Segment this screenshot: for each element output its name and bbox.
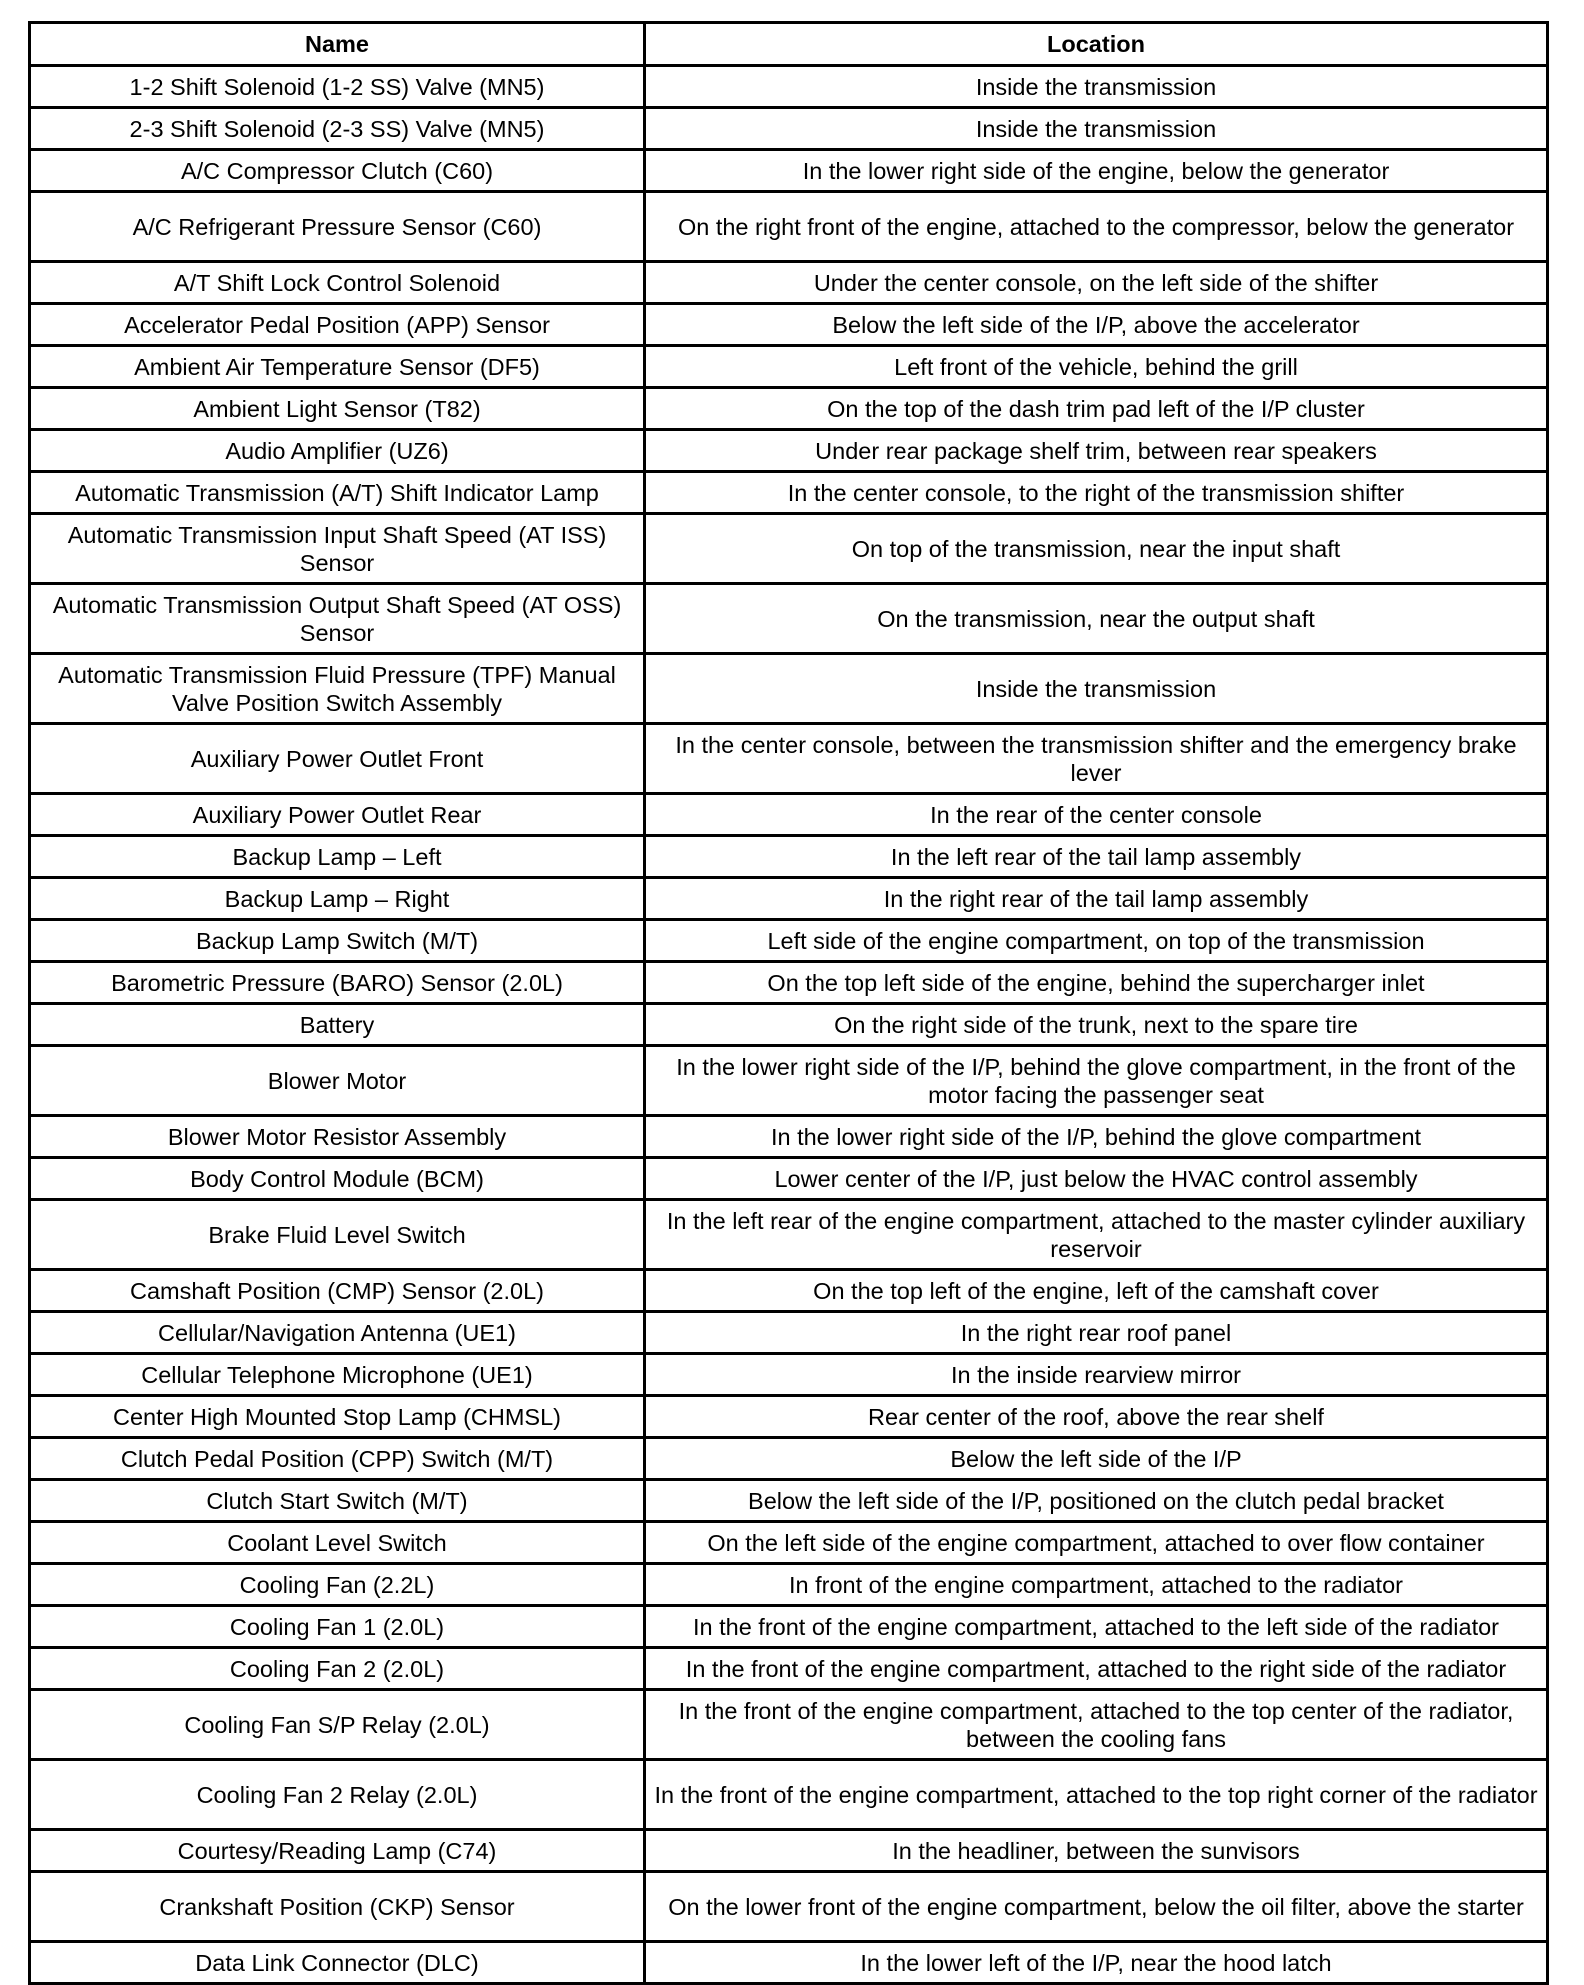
component-name-cell: Camshaft Position (CMP) Sensor (2.0L) bbox=[30, 1270, 645, 1312]
table-row bbox=[30, 514, 1548, 584]
component-location-cell: In front of the engine compartment, attached to the radiator bbox=[645, 1564, 1548, 1606]
table-row bbox=[30, 584, 1548, 654]
component-name-cell: Barometric Pressure (BARO) Sensor (2.0L) bbox=[30, 962, 645, 1004]
component-name-cell: Coolant Level Switch bbox=[30, 1522, 645, 1564]
table-row bbox=[30, 1270, 1548, 1312]
component-location-cell: In the front of the engine compartment, attached to the top right corner of the radiator bbox=[645, 1760, 1548, 1830]
table-row bbox=[30, 108, 1548, 150]
component-name-cell: 2-3 Shift Solenoid (2-3 SS) Valve (MN5) bbox=[30, 108, 645, 150]
component-name-cell: Blower Motor bbox=[30, 1046, 645, 1116]
table-row bbox=[30, 878, 1548, 920]
table-row bbox=[30, 1872, 1548, 1942]
component-location-cell: Below the left side of the I/P, above the accelerator bbox=[645, 304, 1548, 346]
component-location-cell: Left front of the vehicle, behind the grill bbox=[645, 346, 1548, 388]
table-row bbox=[30, 1522, 1548, 1564]
component-location-cell: In the rear of the center console bbox=[645, 794, 1548, 836]
table-row bbox=[30, 66, 1548, 108]
component-name-cell: Crankshaft Position (CKP) Sensor bbox=[30, 1872, 645, 1942]
location-column-header: Location bbox=[645, 23, 1548, 66]
component-location-cell: In the lower left of the I/P, near the hood latch bbox=[645, 1942, 1548, 1984]
component-name-cell: Cooling Fan S/P Relay (2.0L) bbox=[30, 1690, 645, 1760]
table-row bbox=[30, 724, 1548, 794]
component-name-cell: Cooling Fan 2 Relay (2.0L) bbox=[30, 1760, 645, 1830]
component-name-cell: Cooling Fan 2 (2.0L) bbox=[30, 1648, 645, 1690]
table-row bbox=[30, 1354, 1548, 1396]
component-location-cell: On the transmission, near the output shaft bbox=[645, 584, 1548, 654]
component-location-cell: Below the left side of the I/P bbox=[645, 1438, 1548, 1480]
component-location-table bbox=[28, 21, 1549, 1985]
table-row bbox=[30, 654, 1548, 724]
table-row bbox=[30, 472, 1548, 514]
component-location-cell: In the center console, to the right of the transmission shifter bbox=[645, 472, 1548, 514]
component-name-cell: Cooling Fan 1 (2.0L) bbox=[30, 1606, 645, 1648]
table-row bbox=[30, 1396, 1548, 1438]
component-location-cell: In the front of the engine compartment, attached to the right side of the radiator bbox=[645, 1648, 1548, 1690]
component-location-cell: On the top left side of the engine, behind the supercharger inlet bbox=[645, 962, 1548, 1004]
component-location-cell: Lower center of the I/P, just below the HVAC control assembly bbox=[645, 1158, 1548, 1200]
table-row bbox=[30, 1116, 1548, 1158]
component-location-cell: In the lower right side of the I/P, behind the glove compartment, in the front of the motor facing the passenger seat bbox=[645, 1046, 1548, 1116]
component-location-cell: In the left rear of the tail lamp assembly bbox=[645, 836, 1548, 878]
component-location-cell: In the inside rearview mirror bbox=[645, 1354, 1548, 1396]
component-name-cell: Automatic Transmission Output Shaft Speed (AT OSS) Sensor bbox=[30, 584, 645, 654]
component-name-cell: Battery bbox=[30, 1004, 645, 1046]
table-row bbox=[30, 1158, 1548, 1200]
component-name-cell: Automatic Transmission Fluid Pressure (TPF) Manual Valve Position Switch Assembly bbox=[30, 654, 645, 724]
component-name-cell: Audio Amplifier (UZ6) bbox=[30, 430, 645, 472]
component-name-cell: A/C Compressor Clutch (C60) bbox=[30, 150, 645, 192]
table-row bbox=[30, 1438, 1548, 1480]
component-location-cell: In the lower right side of the engine, below the generator bbox=[645, 150, 1548, 192]
table-row bbox=[30, 1942, 1548, 1984]
component-name-cell: Ambient Light Sensor (T82) bbox=[30, 388, 645, 430]
component-name-cell: A/T Shift Lock Control Solenoid bbox=[30, 262, 645, 304]
component-name-cell: Courtesy/Reading Lamp (C74) bbox=[30, 1830, 645, 1872]
component-name-cell: Body Control Module (BCM) bbox=[30, 1158, 645, 1200]
component-name-cell: Auxiliary Power Outlet Rear bbox=[30, 794, 645, 836]
table-row bbox=[30, 1312, 1548, 1354]
table-row bbox=[30, 1480, 1548, 1522]
header-row bbox=[30, 23, 1548, 66]
component-name-cell: Automatic Transmission Input Shaft Speed (AT ISS) Sensor bbox=[30, 514, 645, 584]
component-name-cell: Backup Lamp – Right bbox=[30, 878, 645, 920]
component-location-cell: On top of the transmission, near the input shaft bbox=[645, 514, 1548, 584]
component-location-cell: On the lower front of the engine compartment, below the oil filter, above the starter bbox=[645, 1872, 1548, 1942]
component-name-cell: A/C Refrigerant Pressure Sensor (C60) bbox=[30, 192, 645, 262]
component-location-cell: Under rear package shelf trim, between rear speakers bbox=[645, 430, 1548, 472]
component-location-cell: In the right rear roof panel bbox=[645, 1312, 1548, 1354]
component-location-cell: In the left rear of the engine compartment, attached to the master cylinder auxiliary reservoir bbox=[645, 1200, 1548, 1270]
table-row bbox=[30, 1606, 1548, 1648]
component-name-cell: Cooling Fan (2.2L) bbox=[30, 1564, 645, 1606]
table-row bbox=[30, 388, 1548, 430]
table-row bbox=[30, 346, 1548, 388]
component-name-cell: Clutch Start Switch (M/T) bbox=[30, 1480, 645, 1522]
table-row bbox=[30, 150, 1548, 192]
table-row bbox=[30, 262, 1548, 304]
component-name-cell: Backup Lamp – Left bbox=[30, 836, 645, 878]
component-location-cell: Below the left side of the I/P, positioned on the clutch pedal bracket bbox=[645, 1480, 1548, 1522]
component-location-document bbox=[28, 21, 1546, 1985]
table-row bbox=[30, 430, 1548, 472]
component-location-cell: On the top of the dash trim pad left of the I/P cluster bbox=[645, 388, 1548, 430]
component-name-cell: Brake Fluid Level Switch bbox=[30, 1200, 645, 1270]
table-row bbox=[30, 1830, 1548, 1872]
table-row bbox=[30, 1648, 1548, 1690]
component-location-cell: Under the center console, on the left side of the shifter bbox=[645, 262, 1548, 304]
component-name-cell: Cellular/Navigation Antenna (UE1) bbox=[30, 1312, 645, 1354]
component-location-cell: In the front of the engine compartment, attached to the left side of the radiator bbox=[645, 1606, 1548, 1648]
component-name-cell: Clutch Pedal Position (CPP) Switch (M/T) bbox=[30, 1438, 645, 1480]
table-row bbox=[30, 794, 1548, 836]
component-location-cell: Inside the transmission bbox=[645, 66, 1548, 108]
component-location-cell: Inside the transmission bbox=[645, 654, 1548, 724]
component-location-cell: In the front of the engine compartment, attached to the top center of the radiator, between the cooling fans bbox=[645, 1690, 1548, 1760]
component-location-cell: In the lower right side of the I/P, behind the glove compartment bbox=[645, 1116, 1548, 1158]
component-location-cell: In the headliner, between the sunvisors bbox=[645, 1830, 1548, 1872]
component-location-cell: Left side of the engine compartment, on top of the transmission bbox=[645, 920, 1548, 962]
component-location-cell: On the top left of the engine, left of the camshaft cover bbox=[645, 1270, 1548, 1312]
component-name-cell: Auxiliary Power Outlet Front bbox=[30, 724, 645, 794]
table-row bbox=[30, 1046, 1548, 1116]
component-location-cell: In the center console, between the transmission shifter and the emergency brake lever bbox=[645, 724, 1548, 794]
component-name-cell: Ambient Air Temperature Sensor (DF5) bbox=[30, 346, 645, 388]
table-row bbox=[30, 1564, 1548, 1606]
component-name-cell: Center High Mounted Stop Lamp (CHMSL) bbox=[30, 1396, 645, 1438]
table-row bbox=[30, 1760, 1548, 1830]
component-name-cell: Automatic Transmission (A/T) Shift Indicator Lamp bbox=[30, 472, 645, 514]
component-name-cell: Accelerator Pedal Position (APP) Sensor bbox=[30, 304, 645, 346]
component-location-cell: On the left side of the engine compartment, attached to over flow container bbox=[645, 1522, 1548, 1564]
table-row bbox=[30, 1690, 1548, 1760]
component-location-cell: On the right front of the engine, attached to the compressor, below the generator bbox=[645, 192, 1548, 262]
table-row bbox=[30, 192, 1548, 262]
component-location-cell: On the right side of the trunk, next to the spare tire bbox=[645, 1004, 1548, 1046]
component-location-cell: Inside the transmission bbox=[645, 108, 1548, 150]
table-row bbox=[30, 962, 1548, 1004]
component-location-cell: Rear center of the roof, above the rear shelf bbox=[645, 1396, 1548, 1438]
table-row bbox=[30, 920, 1548, 962]
component-location-cell: In the right rear of the tail lamp assembly bbox=[645, 878, 1548, 920]
table-row bbox=[30, 1200, 1548, 1270]
name-column-header: Name bbox=[30, 23, 645, 66]
component-name-cell: 1-2 Shift Solenoid (1-2 SS) Valve (MN5) bbox=[30, 66, 645, 108]
component-name-cell: Blower Motor Resistor Assembly bbox=[30, 1116, 645, 1158]
component-name-cell: Cellular Telephone Microphone (UE1) bbox=[30, 1354, 645, 1396]
table-row bbox=[30, 836, 1548, 878]
table-row bbox=[30, 304, 1548, 346]
component-name-cell: Data Link Connector (DLC) bbox=[30, 1942, 645, 1984]
component-name-cell: Backup Lamp Switch (M/T) bbox=[30, 920, 645, 962]
table-row bbox=[30, 1004, 1548, 1046]
